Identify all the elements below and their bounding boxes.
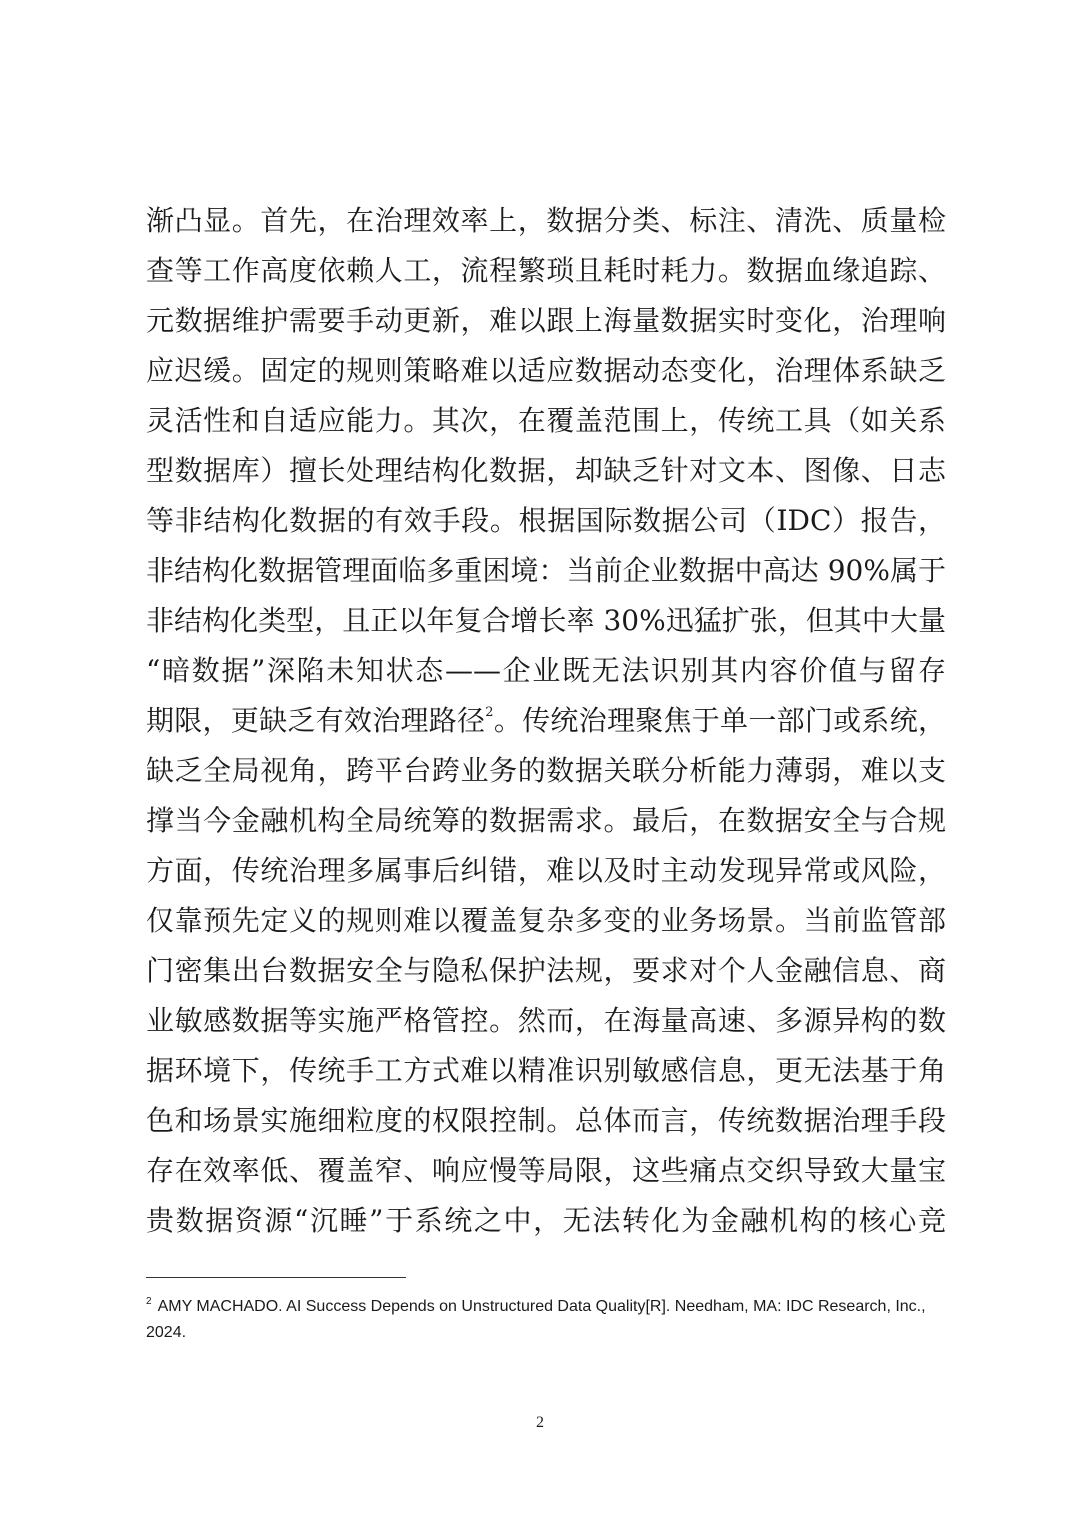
body-paragraph xyxy=(146,196,946,1246)
text-line: 查等工作高度依赖人工，流程繁琐且耗时耗力。数据血缘追踪、 xyxy=(146,254,946,287)
text-line: 渐凸显。首先，在治理效率上，数据分类、标注、清洗、质量检 xyxy=(146,204,946,237)
text-line: 灵活性和自适应能力。其次，在覆盖范围上，传统工具（如关系 xyxy=(146,404,946,437)
text-line: 门密集出台数据安全与隐私保护法规，要求对个人金融信息、商 xyxy=(146,954,946,987)
text-line: 撑当今金融机构全局统筹的数据需求。最后，在数据安全与合规 xyxy=(146,804,946,837)
footnote-mark: 2 xyxy=(146,1296,152,1307)
text-line: 应迟缓。固定的规则策略难以适应数据动态变化，治理体系缺乏 xyxy=(146,354,946,387)
text-line: 非结构化类型，且正以年复合增长率 30%迅猛扩张，但其中大量 xyxy=(146,604,946,637)
text-line: 元数据维护需要手动更新，难以跟上海量数据实时变化，治理响 xyxy=(146,304,946,337)
text-line: 方面，传统治理多属事后纠错，难以及时主动发现异常或风险， xyxy=(146,854,946,887)
footnote-reference[interactable]: 2 xyxy=(485,705,494,720)
text-line-with-footnote-ref xyxy=(146,696,946,746)
text-line: 据环境下，传统手工方式难以精准识别敏感信息，更无法基于角 xyxy=(146,1054,946,1087)
text-line: 仅靠预先定义的规则难以覆盖复杂多变的业务场景。当前监管部 xyxy=(146,904,946,937)
text-line: 色和场景实施细粒度的权限控制。总体而言，传统数据治理手段 xyxy=(146,1104,946,1137)
text-line: 缺乏全局视角，跨平台跨业务的数据关联分析能力薄弱，难以支 xyxy=(146,754,946,787)
footnote xyxy=(146,1294,946,1346)
text-line: 非结构化数据管理面临多重困境：当前企业数据中高达 90%属于 xyxy=(146,554,946,587)
footnote-text: AMY MACHADO. AI Success Depends on Unstructured Data Quality[R]. Needham, MA: IDC Research, Inc., 2024. xyxy=(146,1298,926,1341)
text-line: 业敏感数据等实施严格管控。然而，在海量高速、多源异构的数 xyxy=(146,1004,946,1037)
text-segment: 期限，更缺乏有效治理路径 xyxy=(146,704,486,737)
text-line: 贵数据资源“沉睡”于系统之中，无法转化为金融机构的核心竞 xyxy=(146,1204,946,1237)
text-line: “暗数据”深陷未知状态——企业既无法识别其内容价值与留存 xyxy=(146,654,946,687)
text-segment: 。传统治理聚焦于单一部门或系统， xyxy=(493,704,946,737)
text-line: 等非结构化数据的有效手段。根据国际数据公司（IDC）报告， xyxy=(146,504,946,537)
page-number: 2 xyxy=(536,1414,544,1431)
text-line: 存在效率低、覆盖窄、响应慢等局限，这些痛点交织导致大量宝 xyxy=(146,1154,946,1187)
footnote-separator xyxy=(146,1277,406,1278)
text-line: 型数据库）擅长处理结构化数据，却缺乏针对文本、图像、日志 xyxy=(146,454,946,487)
